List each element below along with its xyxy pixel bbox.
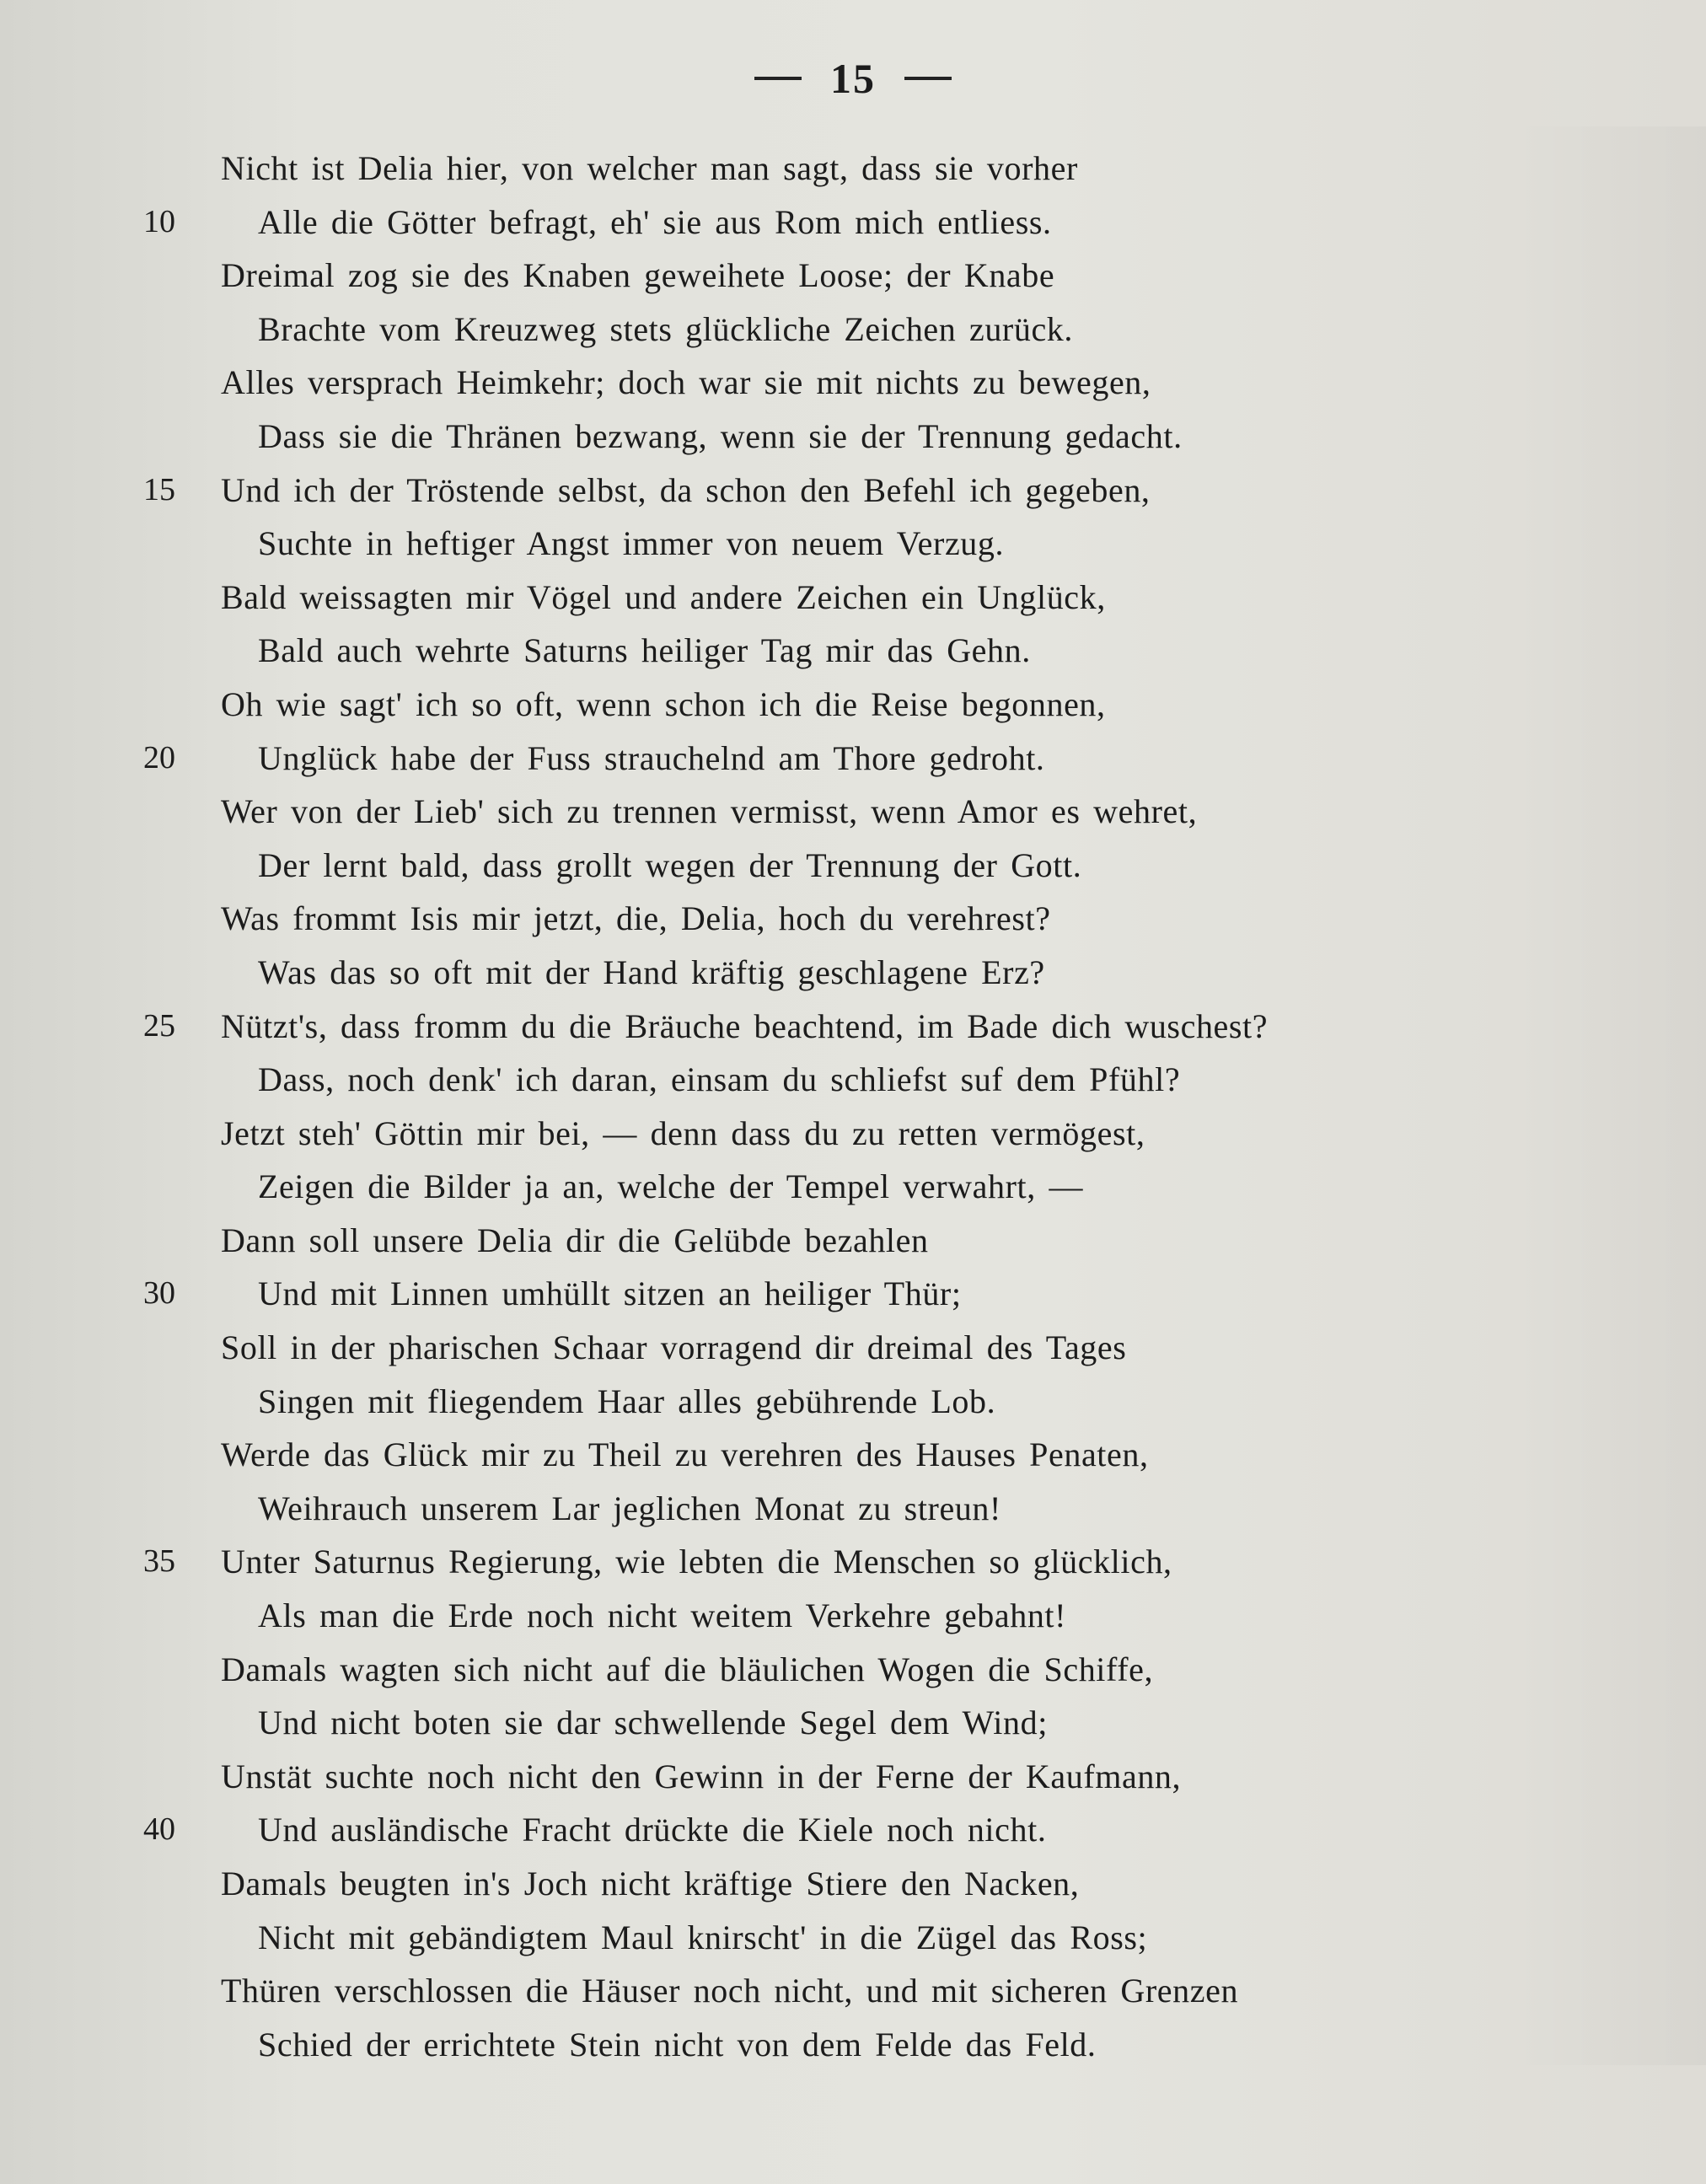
- verse-text: Nicht ist Delia hier, von welcher man sagt, dass sie vorher: [221, 149, 1078, 187]
- page-number: 15: [830, 55, 876, 102]
- verse-line: [0, 571, 1706, 625]
- line-number: 30: [143, 1275, 175, 1312]
- verse-text: Was das so oft mit der Hand kräftig geschlagene Erz?: [258, 952, 1045, 991]
- verse-line: [0, 1696, 1706, 1750]
- verse-line: [0, 892, 1706, 946]
- verse-line: [0, 1535, 1706, 1589]
- verse-text: Und nicht boten sie dar schwellende Segel dem Wind;: [258, 1704, 1048, 1742]
- verse-text: Und ausländische Fracht drückte die Kiele noch nicht.: [258, 1811, 1047, 1849]
- verse-line: [0, 356, 1706, 410]
- verse-line: [0, 303, 1706, 357]
- verse-line: [0, 732, 1706, 786]
- verse-line: [0, 1267, 1706, 1321]
- line-number: 20: [143, 739, 175, 775]
- verse-line: [0, 464, 1706, 518]
- verse-line: [0, 1000, 1706, 1054]
- verse-line: [0, 624, 1706, 678]
- verse-text: Dann soll unsere Delia dir die Gelübde bezahlen: [221, 1221, 929, 1259]
- verse-text: Unstät suchte noch nicht den Gewinn in der Ferne der Kaufmann,: [221, 1757, 1182, 1795]
- verse-line: [0, 1428, 1706, 1482]
- verse-line: [0, 410, 1706, 464]
- verse-line: [0, 1375, 1706, 1429]
- page-header: [0, 49, 1706, 108]
- verse-line: [0, 517, 1706, 571]
- line-number: 25: [143, 1007, 175, 1044]
- verse-text: Dass sie die Thränen bezwang, wenn sie der Trennung gedacht.: [258, 416, 1183, 455]
- verse-line: [0, 1321, 1706, 1375]
- verse-text: Werde das Glück mir zu Theil zu verehren des Hauses Penaten,: [221, 1435, 1149, 1474]
- header-dash-right: [904, 77, 952, 80]
- verse-text: Singen mit fliegendem Haar alles gebührende Lob.: [258, 1382, 996, 1420]
- verse-text: Und mit Linnen umhüllt sitzen an heiliger Thür;: [258, 1274, 962, 1313]
- verse-text: Unglück habe der Fuss strauchelnd am Thore gedroht.: [258, 738, 1045, 777]
- verse-text: Dass, noch denk' ich daran, einsam du schliefst suf dem Pfühl?: [258, 1060, 1181, 1099]
- verse-line: [0, 1107, 1706, 1161]
- line-number: 15: [143, 471, 175, 507]
- verse-text: Alles versprach Heimkehr; doch war sie mit nichts zu bewegen,: [221, 363, 1151, 402]
- verse-text: Nützt's, dass fromm du die Bräuche beachtend, im Bade dich wuschest?: [221, 1006, 1269, 1045]
- verse-text: Bald weissagten mir Vögel und andere Zeichen ein Unglück,: [221, 577, 1106, 616]
- verse-text: Unter Saturnus Regierung, wie lebten die Menschen so glücklich,: [221, 1543, 1172, 1581]
- verse-text: Und ich der Tröstende selbst, da schon den Befehl ich gegeben,: [221, 470, 1151, 509]
- verse-line: [0, 678, 1706, 732]
- verse-line: [0, 1964, 1706, 2018]
- verse-text: Jetzt steh' Göttin mir bei, — denn dass du zu retten vermögest,: [221, 1113, 1145, 1152]
- verse-text: Als man die Erde noch nicht weitem Verkehre gebahnt!: [258, 1596, 1067, 1635]
- verse-line: [0, 1053, 1706, 1107]
- verse-text: Nicht mit gebändigtem Maul knirscht' in die Zügel das Ross;: [258, 1918, 1148, 1956]
- verse-text: Schied der errichtete Stein nicht von dem Felde das Feld.: [258, 2025, 1097, 2063]
- verse-line: [0, 1750, 1706, 1804]
- verse-text: Bald auch wehrte Saturns heiliger Tag mir das Gehn.: [258, 631, 1031, 670]
- line-number: 10: [143, 203, 175, 239]
- verse-text: Oh wie sagt' ich so oft, wenn schon ich die Reise begonnen,: [221, 684, 1106, 723]
- verse-line: [0, 1643, 1706, 1697]
- verse-line: [0, 1857, 1706, 1911]
- line-number: 35: [143, 1543, 175, 1580]
- verse-line: [0, 1482, 1706, 1536]
- verse-line: [0, 946, 1706, 1000]
- verse-text: Wer von der Lieb' sich zu trennen vermisst, wenn Amor es wehret,: [221, 792, 1198, 831]
- verse-text: Weihrauch unserem Lar jeglichen Monat zu streun!: [258, 1489, 1001, 1527]
- verse-line: [0, 142, 1706, 196]
- verse-text: Brachte vom Kreuzweg stets glückliche Zeichen zurück.: [258, 309, 1073, 348]
- verse-line: [0, 1589, 1706, 1643]
- verse-text: Damals wagten sich nicht auf die bläulichen Wogen die Schiffe,: [221, 1650, 1154, 1688]
- verse-line: [0, 249, 1706, 303]
- header-dash-left: [754, 77, 802, 80]
- verse-line: [0, 2018, 1706, 2072]
- verse-line: [0, 839, 1706, 893]
- verse-text: Suchte in heftiger Angst immer von neuem Verzug.: [258, 524, 1005, 563]
- verse-text: Zeigen die Bilder ja an, welche der Tempel verwahrt, —: [258, 1167, 1084, 1206]
- verse-line: [0, 1214, 1706, 1268]
- verse-line: [0, 1160, 1706, 1214]
- verse-line: [0, 1911, 1706, 1965]
- verse-text: Damals beugten in's Joch nicht kräftige Stiere den Nacken,: [221, 1865, 1080, 1902]
- verse-line: [0, 1803, 1706, 1857]
- verse-text: Dreimal zog sie des Knaben geweihete Loose; der Knabe: [221, 256, 1055, 295]
- verse-text: Was frommt Isis mir jetzt, die, Delia, hoch du verehrest?: [221, 899, 1051, 938]
- verse-line: [0, 785, 1706, 839]
- verse-text: Alle die Götter befragt, eh' sie aus Rom mich entliess.: [258, 202, 1052, 241]
- verse-text: Der lernt bald, dass grollt wegen der Trennung der Gott.: [258, 845, 1082, 884]
- poem-text: [0, 142, 1706, 2071]
- verse-text: Thüren verschlossen die Häuser noch nicht, und mit sicheren Grenzen: [221, 1972, 1239, 2010]
- line-number: 40: [143, 1811, 175, 1848]
- verse-line: [0, 196, 1706, 250]
- verse-text: Soll in der pharischen Schaar vorragend dir dreimal des Tages: [221, 1328, 1127, 1367]
